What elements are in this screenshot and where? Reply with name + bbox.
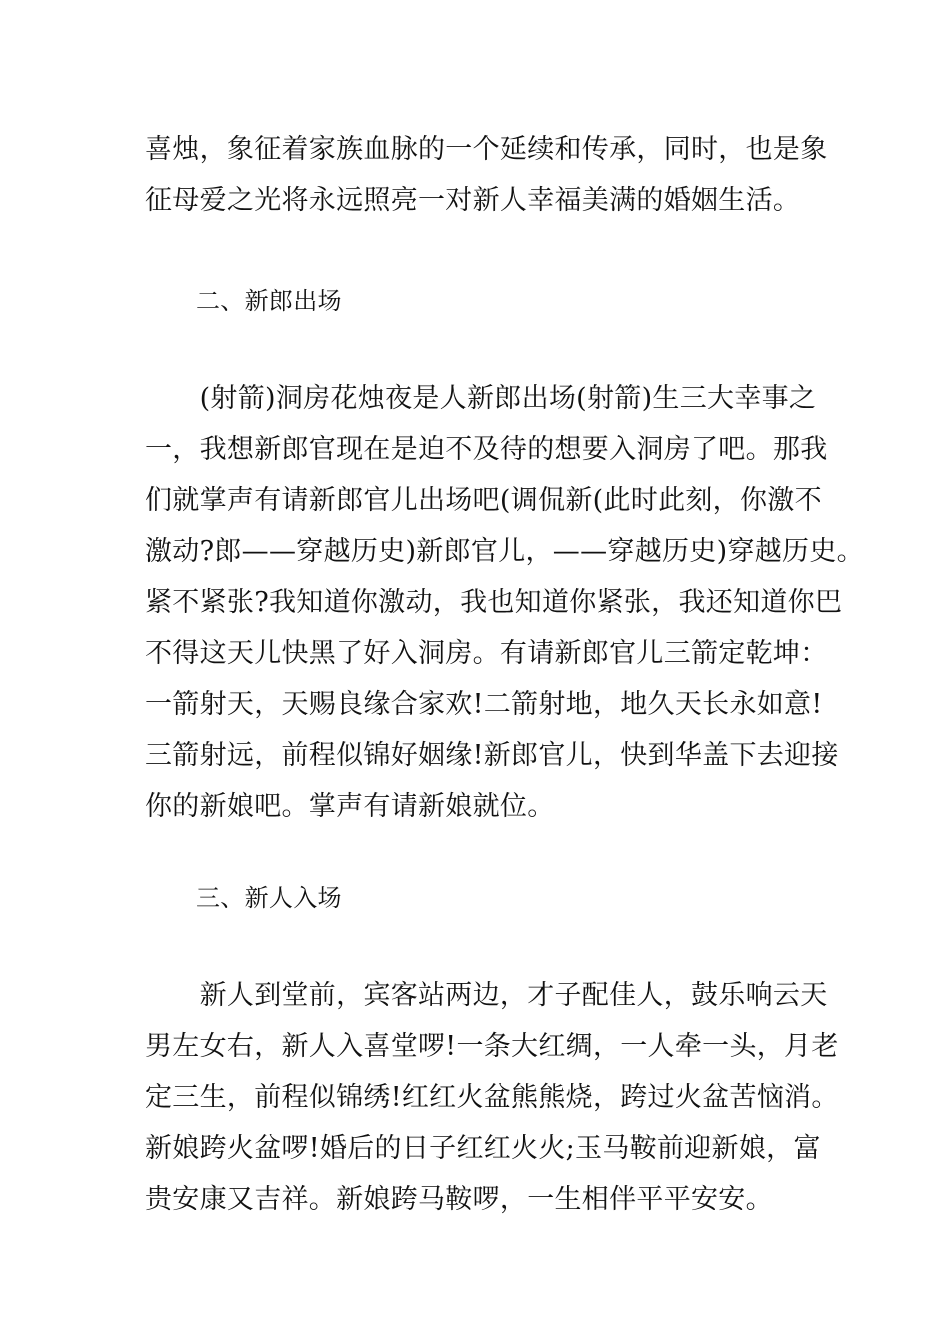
paragraph-2-line-3: 们就掌声有请新郎官儿出场吧(调侃新(此时此刻，你激不 — [145, 485, 822, 516]
paragraph-1-line-1: 喜烛，象征着家族血脉的一个延续和传承，同时，也是象 — [145, 134, 828, 165]
paragraph-2-line-8: 三箭射远，前程似锦好姻缘!新郎官儿，快到华盖下去迎接 — [145, 740, 839, 771]
paragraph-2-line-1: (射箭)洞房花烛夜是人新郎出场(射箭)生三大幸事之 — [145, 383, 817, 414]
paragraph-3-line-4: 新娘跨火盆啰!婚后的日子红红火火;玉马鞍前迎新娘，富 — [145, 1133, 821, 1164]
paragraph-2-line-6: 不得这天儿快黑了好入洞房。有请新郎官儿三箭定乾坤： — [145, 638, 828, 669]
section-heading-couple-entrance: 三、新人入场 — [196, 884, 342, 912]
paragraph-1-line-2: 征母爱之光将永远照亮一对新人幸福美满的婚姻生活。 — [145, 185, 801, 216]
paragraph-2-line-5: 紧不紧张?我知道你激动，我也知道你紧张，我还知道你巴 — [145, 587, 843, 618]
paragraph-2-line-9: 你的新娘吧。掌声有请新娘就位。 — [145, 791, 555, 822]
paragraph-3-line-5: 贵安康又吉祥。新娘跨马鞍啰，一生相伴平平安安。 — [145, 1184, 773, 1215]
paragraph-3-line-2: 男左女右，新人入喜堂啰!一条大红绸，一人牵一头，月老 — [145, 1031, 839, 1062]
section-heading-groom-entrance: 二、新郎出场 — [196, 287, 342, 315]
paragraph-3-line-1: 新人到堂前，宾客站两边，才子配佳人，鼓乐响云天 — [145, 980, 828, 1011]
paragraph-2-line-4: 激动?郎——穿越历史)新郎官儿，——穿越历史)穿越历史。 — [145, 536, 864, 567]
paragraph-3-line-3: 定三生，前程似锦绣!红红火盆熊熊烧，跨过火盆苦恼消。 — [145, 1082, 839, 1113]
paragraph-2-line-7: 一箭射天，天赐良缘合家欢!二箭射地，地久天长永如意! — [145, 689, 823, 720]
paragraph-2-line-2: 一，我想新郎官现在是迫不及待的想要入洞房了吧。那我 — [145, 434, 828, 465]
